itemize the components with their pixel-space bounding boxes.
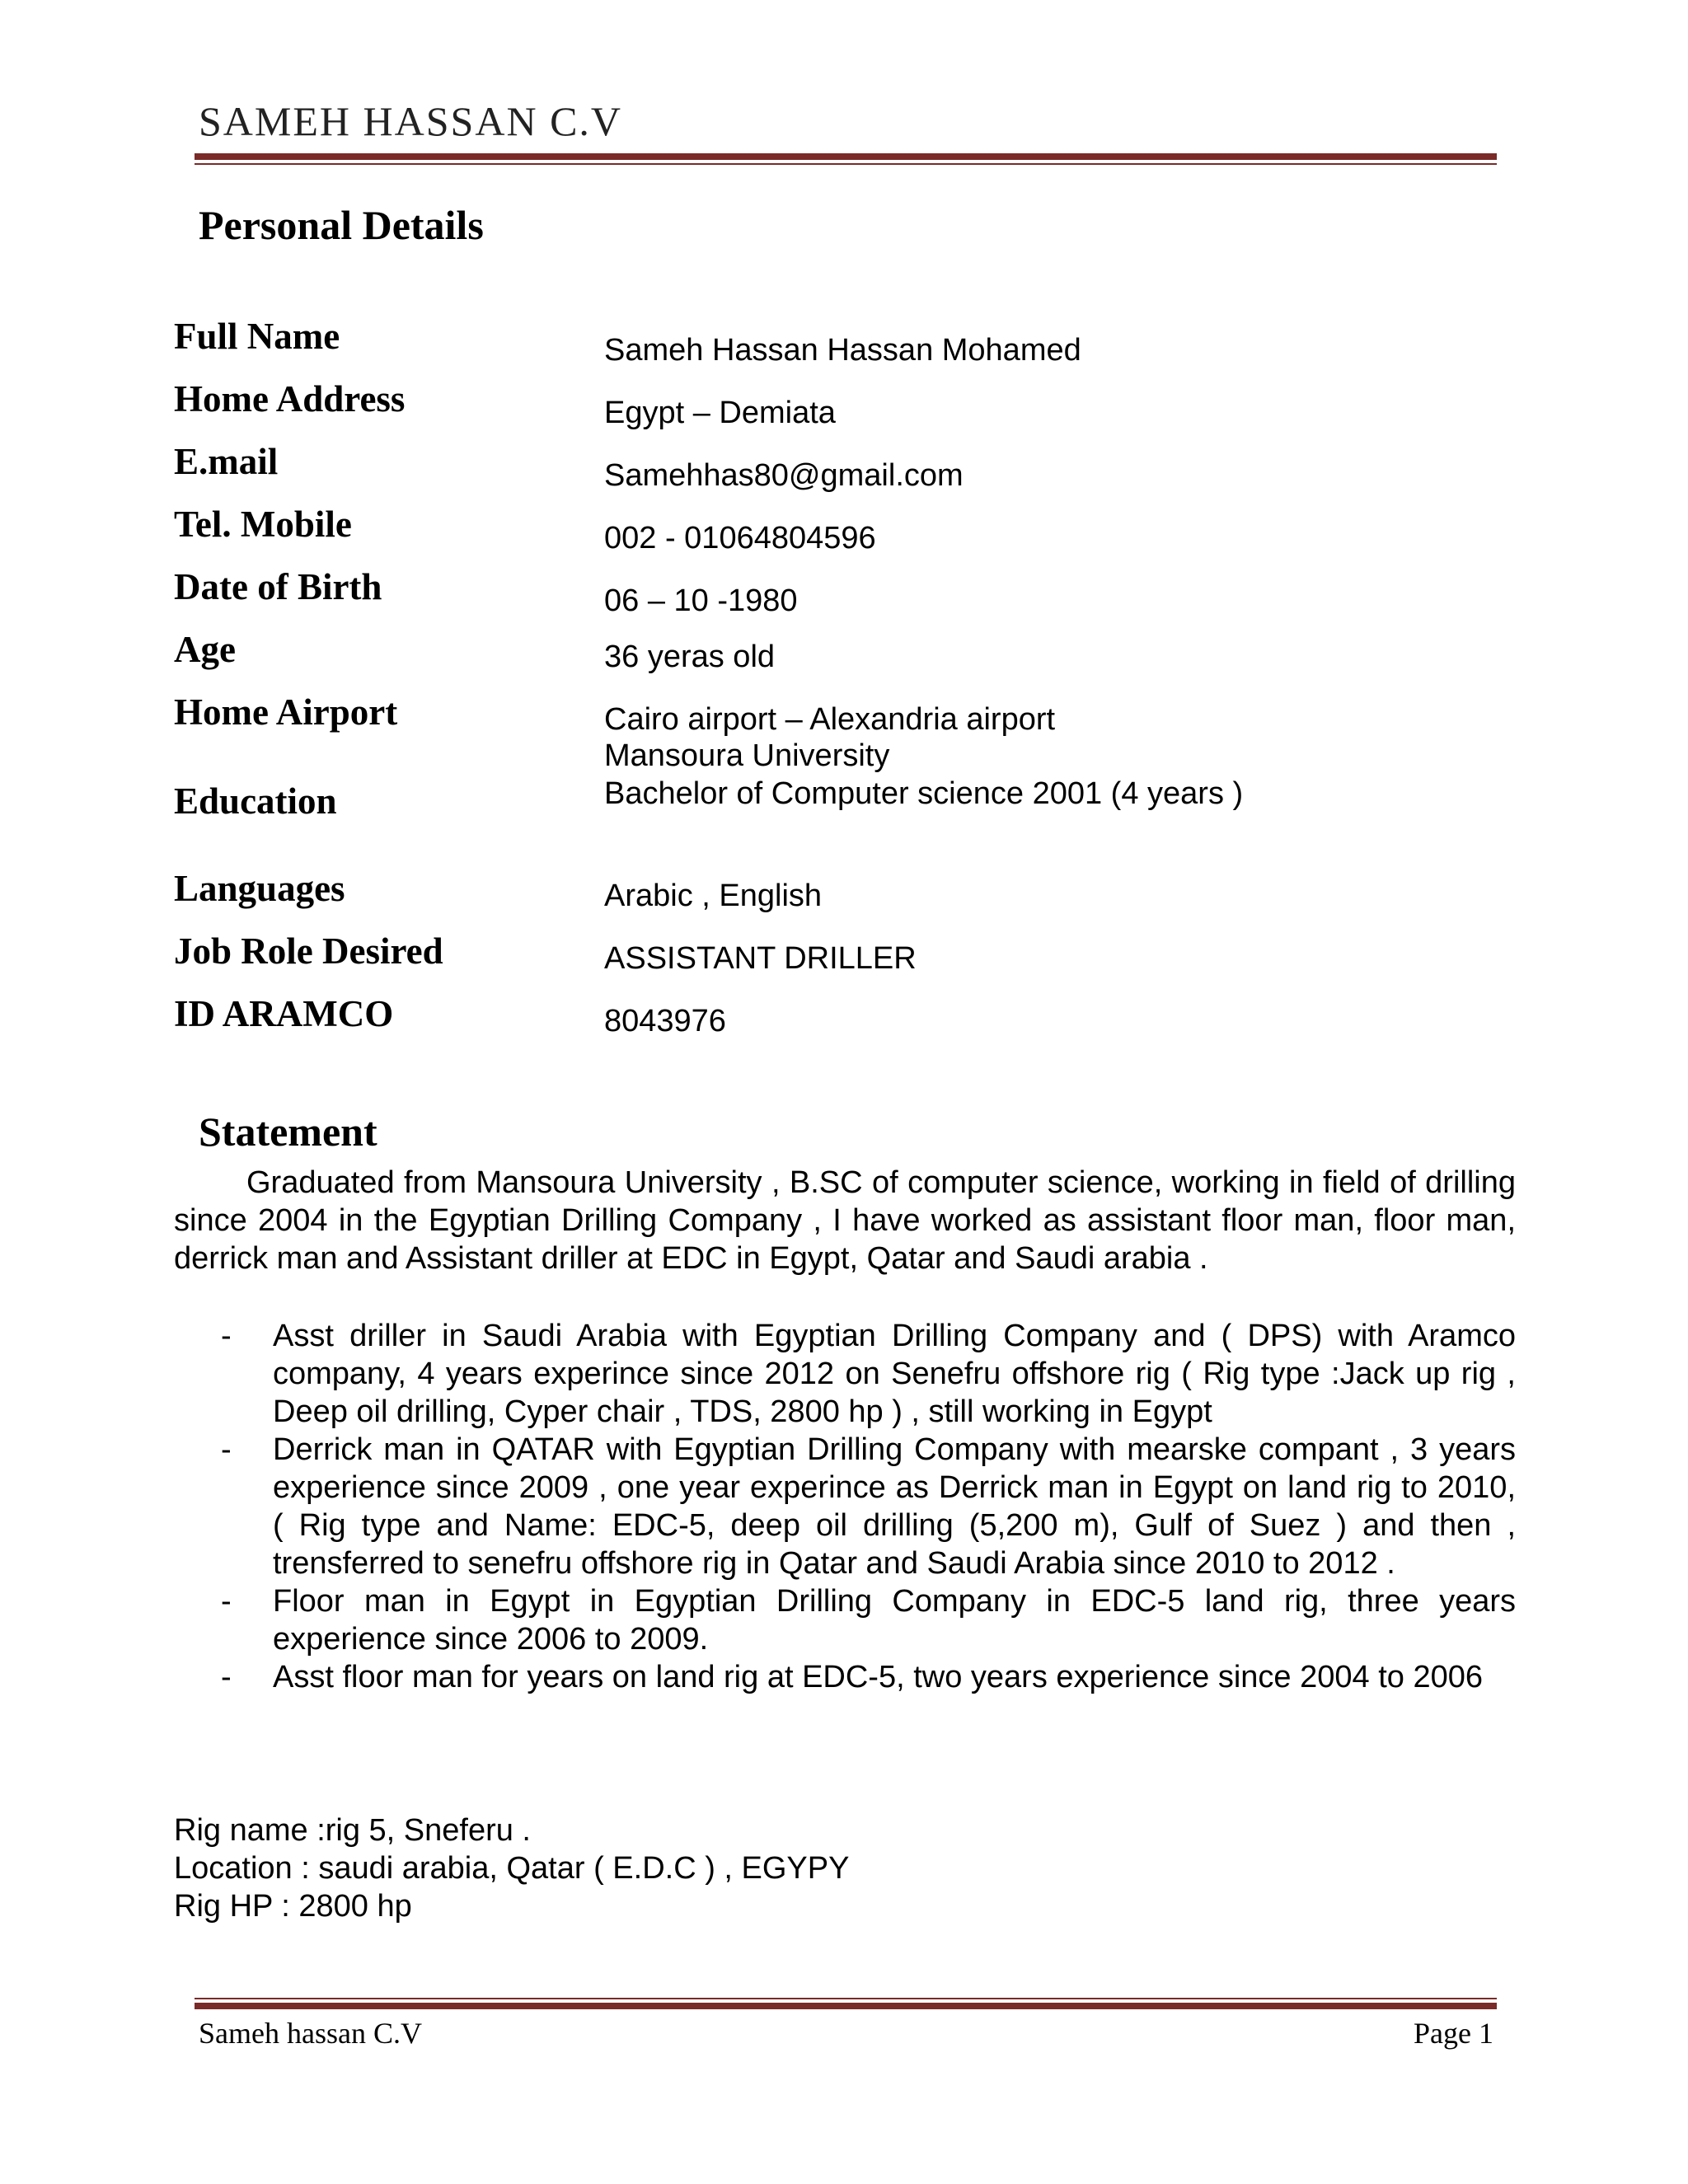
rig-location-line: Location : saudi arabia, Qatar ( E.D.C ) , EGYPY	[174, 1851, 850, 1886]
detail-row-education	[174, 738, 1509, 829]
detail-value: Arabic , English	[604, 879, 823, 913]
detail-value: 36 yeras old	[604, 640, 776, 674]
experience-list	[174, 1317, 1516, 1696]
detail-label: Date of Birth	[174, 566, 382, 607]
detail-label: E.mail	[174, 441, 279, 482]
detail-value: 8043976	[604, 1004, 726, 1038]
detail-label: ID ARAMCO	[174, 993, 394, 1034]
bullet-dash: -	[221, 1319, 232, 1353]
detail-row-age	[174, 628, 1509, 677]
header-rule-thin	[195, 163, 1497, 165]
rig-info	[174, 1811, 1493, 1925]
experience-item	[174, 1658, 1516, 1696]
detail-label: Age	[174, 629, 236, 670]
detail-label: Education	[174, 780, 337, 822]
footer-rule-thick	[195, 2003, 1497, 2009]
detail-label: Tel. Mobile	[174, 504, 352, 545]
detail-value-line1: Mansoura University	[604, 738, 890, 773]
footer-rule-thin	[195, 1998, 1497, 1999]
footer-document-name: Sameh hassan C.V	[199, 2017, 422, 2050]
experience-item	[174, 1317, 1516, 1431]
rig-name-line: Rig name :rig 5, Sneferu .	[174, 1813, 531, 1848]
detail-row-home-address	[174, 377, 1509, 430]
document-title: SAMEH HASSAN C.V	[199, 98, 623, 144]
detail-label: Home Address	[174, 378, 406, 419]
detail-row-home-airport	[174, 691, 1509, 740]
bullet-dash: -	[221, 1584, 232, 1619]
experience-text: Floor man in Egypt in Egyptian Drilling Company in EDC-5 land rig, three years experience since 2006 to 2009.	[273, 1584, 1516, 1657]
detail-value: Samehhas80@gmail.com	[604, 458, 964, 493]
bullet-dash: -	[221, 1660, 232, 1694]
detail-row-date-of-birth	[174, 565, 1509, 618]
detail-value: Sameh Hassan Hassan Mohamed	[604, 333, 1081, 368]
detail-row-id-aramco	[174, 992, 1509, 1042]
header-rule-thick	[195, 153, 1497, 160]
detail-row-full-name	[174, 315, 1509, 368]
detail-label: Languages	[174, 868, 345, 909]
experience-text: Asst driller in Saudi Arabia with Egyptian Drilling Company and ( DPS) with Aramco company, 4 years experince since 2012 on Senefru offshore rig ( Rig type :Jack up rig , Deep oil drilling, Cyper chair , TDS, 2800 hp ) , still working in Egypt	[273, 1319, 1516, 1429]
footer-page-number: Page 1	[1414, 2017, 1493, 2050]
statement-intro: Graduated from Mansoura University , B.SC of computer science, working in field of drilling since 2004 in the Egyptian Drilling Company , I have worked as assistant floor man, floor man, derrick man and Assistant driller at EDC in Egypt, Qatar and Saudi arabia .	[174, 1165, 1516, 1276]
statement-heading: Statement	[199, 1108, 377, 1155]
experience-text: Asst floor man for years on land rig at EDC-5, two years experience since 2004 to 2006	[273, 1660, 1483, 1694]
detail-value: Cairo airport – Alexandria airport	[604, 702, 1056, 737]
detail-row-languages	[174, 867, 1509, 916]
experience-item	[174, 1431, 1516, 1582]
detail-value: Egypt – Demiata	[604, 396, 836, 430]
detail-value-line2: Bachelor of Computer science 2001 (4 years )	[604, 776, 1244, 811]
detail-value: 002 - 01064804596	[604, 521, 876, 555]
personal-details-heading: Personal Details	[199, 202, 484, 248]
experience-text: Derrick man in QATAR with Egyptian Drilling Company with mearske compant , 3 years experience since 2009 , one year experince as Derrick man in Egypt on land rig to 2010, ( Rig type and Name: EDC-5, deep oil drilling (5,200 m), Gulf of Suez ) and then , trensferred to senefru offshore rig in Qatar and Saudi Arabia since 2010 to 2012 .	[273, 1432, 1516, 1581]
detail-label: Full Name	[174, 316, 340, 357]
experience-item	[174, 1582, 1516, 1658]
detail-label: Job Role Desired	[174, 930, 443, 972]
detail-row-email	[174, 440, 1509, 493]
detail-value: 06 – 10 -1980	[604, 583, 798, 618]
rig-hp-line: Rig HP : 2800 hp	[174, 1889, 412, 1924]
detail-row-job-role	[174, 930, 1509, 979]
detail-label: Home Airport	[174, 691, 398, 733]
detail-row-tel-mobile	[174, 503, 1509, 555]
bullet-dash: -	[221, 1432, 232, 1467]
detail-value: ASSISTANT DRILLER	[604, 941, 917, 976]
